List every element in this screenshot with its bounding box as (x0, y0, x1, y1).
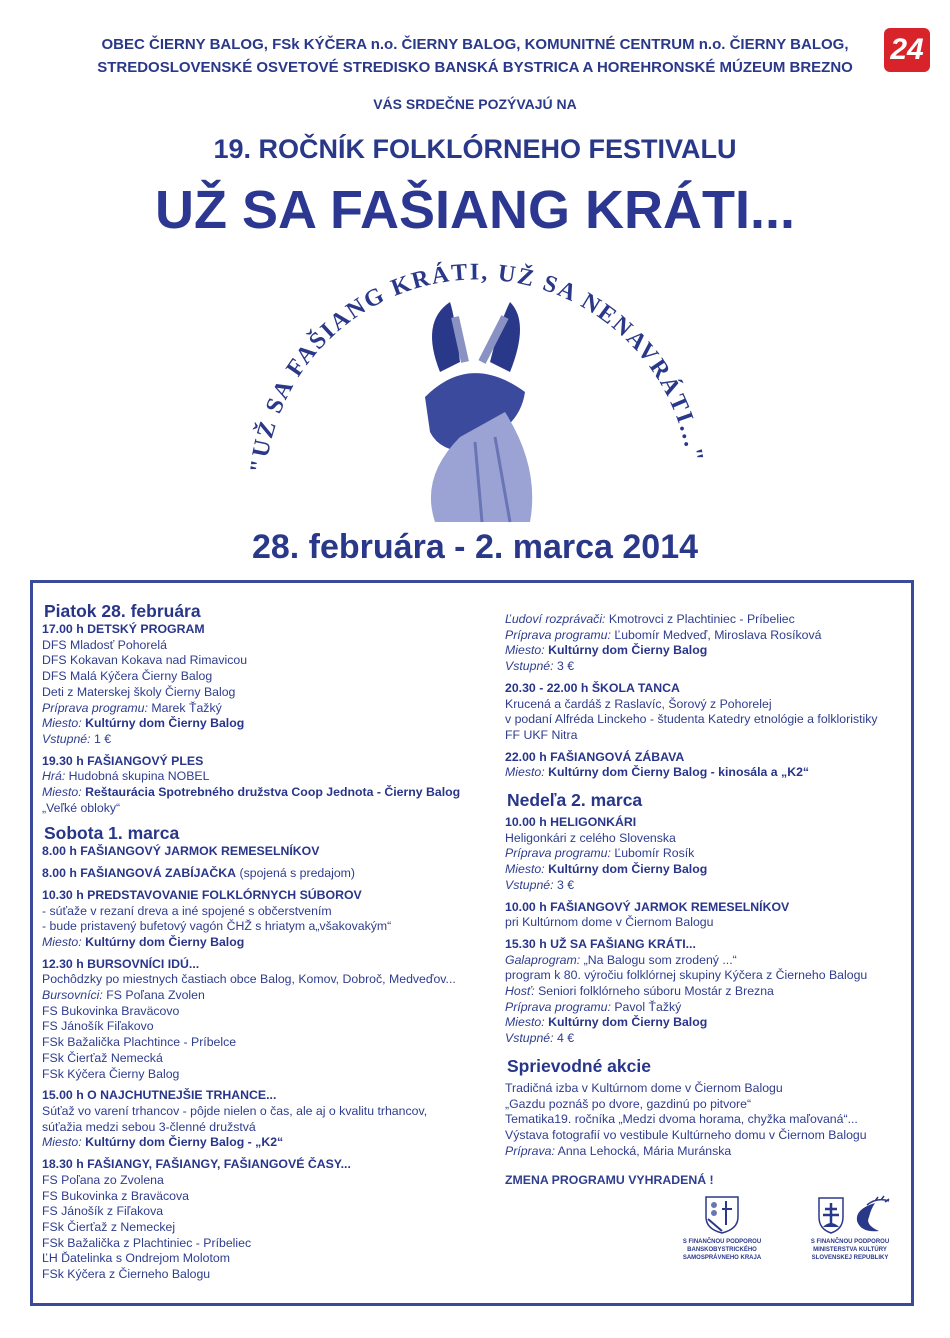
program-block (505, 750, 910, 781)
field-label: Bursovníci: (42, 988, 103, 1003)
program-line (42, 701, 492, 717)
festival-edition: 19. ROČNÍK FOLKLÓRNEHO FESTIVALU (213, 134, 737, 164)
sponsor-logos (505, 1195, 910, 1262)
sponsor-ministry (790, 1195, 910, 1262)
field-value: Pochôdzky po miestnych častiach obce Balog, Komov, Dobroč, Medveďov... (42, 972, 456, 987)
field-value: 3 € (556, 659, 575, 674)
field-value: FF UKF Nitra (505, 727, 578, 742)
field-label: Príprava programu: (505, 846, 611, 861)
venue-value: Kultúrny dom Čierny Balog (548, 643, 708, 658)
program-line (42, 716, 492, 732)
program-block (505, 612, 910, 675)
program-block (42, 1157, 492, 1283)
program-block (505, 1081, 910, 1160)
program-line (42, 1019, 492, 1035)
field-value: Seniori folklórneho súboru Mostár z Brezna (538, 984, 774, 999)
program-line (505, 765, 910, 781)
field-value: Deti z Materskej školy Čierny Balog (42, 684, 236, 699)
field-value: Anna Lehocká, Mária Muránska (557, 1143, 732, 1158)
field-label: Ľudoví rozprávači: (505, 612, 606, 626)
field-value: „Na Balogu som zrodený ...“ (583, 952, 737, 967)
program-line (505, 697, 910, 713)
program-line (42, 1120, 492, 1136)
field-label: Príprava programu: (42, 700, 148, 715)
program-line (505, 1097, 910, 1113)
program-column-right (505, 612, 910, 1262)
program-line (42, 785, 492, 801)
ministry-culture-logo-icon (805, 1195, 895, 1235)
program-block (42, 844, 492, 860)
program-line (505, 612, 910, 628)
program-line (505, 681, 910, 697)
program-line (505, 628, 910, 644)
program-line (42, 638, 492, 654)
program-line (505, 750, 910, 766)
field-value: 3 € (556, 877, 575, 892)
field-label: Príprava programu: (505, 627, 611, 642)
program-line (505, 659, 910, 675)
field-value: „Veľké obloky“ (42, 800, 121, 815)
program-line (505, 815, 910, 831)
venue-value: Kultúrny dom Čierny Balog (85, 716, 245, 731)
field-value: - súťaže v rezaní dreva a iné spojené s občerstvením (42, 903, 332, 918)
program-line (42, 754, 492, 770)
field-value: FS Poľana zo Zvolena (42, 1172, 164, 1187)
field-label: Príprava programu: (505, 999, 611, 1014)
field-label: Vstupné: (505, 659, 554, 674)
program-line (42, 1220, 492, 1236)
invitation-text: VÁS SRDEČNE POZÝVAJÚ NA (373, 96, 577, 112)
event-heading: 15.00 h O NAJCHUTNEJŠIE TRHANCE... (42, 1088, 277, 1103)
program-change-note: ZMENA PROGRAMU VYHRADENÁ ! (505, 1173, 714, 1188)
event-heading: 20.30 - 22.00 h ŠKOLA TANCA (505, 680, 680, 695)
field-label: Miesto: (42, 934, 82, 949)
field-value: Heligonkári z celého Slovenska (505, 830, 676, 845)
field-value: súťažia medzi sebou 3-členné družstvá (42, 1119, 256, 1134)
mascot-illustration (220, 252, 730, 524)
sponsor-text: S FINANČNOU PODPOROU (810, 1239, 890, 1246)
program-line (505, 1112, 910, 1128)
program-line (42, 669, 492, 685)
field-label: Miesto: (42, 785, 82, 800)
program-column-left (42, 598, 492, 1289)
organizers-line-1: OBEC ČIERNY BALOG, FSk KÝČERA n.o. ČIERNY BALOG, KOMUNITNÉ CENTRUM n.o. ČIERNY BALOG, (101, 36, 849, 53)
program-line (505, 900, 910, 916)
program-line (42, 732, 492, 748)
program-line (42, 1189, 492, 1205)
field-value: Tematika19. ročníka „Medzi dvoma horama, chyžka maľovaná“... (505, 1112, 858, 1127)
program-line (505, 846, 910, 862)
program-block (505, 681, 910, 744)
program-line (42, 1157, 492, 1173)
field-value: DFS Mladosť Pohorelá (42, 637, 167, 652)
day-heading: Nedeľa 2. marca (507, 790, 643, 811)
program-line (42, 1004, 492, 1020)
venue-value: Kultúrny dom Čierny Balog - kinosála a „K2“ (548, 765, 810, 780)
program-line (42, 1035, 492, 1051)
festival-title: UŽ SA FAŠIANG KRÁTI... (154, 180, 795, 240)
bbsk-coat-of-arms-icon (702, 1195, 742, 1235)
field-value: DFS Kokavan Kokava nad Rimavicou (42, 653, 248, 668)
field-value: 4 € (556, 1031, 575, 1046)
field-value: 1 € (93, 731, 112, 746)
program-line (42, 801, 492, 817)
field-value: Krucená a čardáš z Raslavíc, Šorový z Pohorelej (505, 696, 772, 711)
venue-value: Kultúrny dom Čierny Balog (548, 1015, 708, 1030)
event-heading: 17.00 h DETSKÝ PROGRAM (42, 622, 205, 636)
field-value: FSk Bažalička z Plachtiniec - Príbeliec (42, 1235, 252, 1250)
field-value: FS Jánošík z Fiľakova (42, 1204, 164, 1219)
program-line (42, 1251, 492, 1267)
day-heading: Piatok 28. februára (44, 601, 201, 621)
program-line (42, 1135, 492, 1151)
field-label: Hrá: (42, 769, 66, 784)
program-line (42, 1104, 492, 1120)
program-line (42, 904, 492, 920)
field-label: Miesto: (505, 862, 545, 877)
venue-value: Reštaurácia Spotrebného družstva Coop Jednota - Čierny Balog (85, 785, 461, 800)
program-line (505, 831, 910, 847)
program-line (505, 1031, 910, 1047)
field-value: Výstava fotografií vo vestibule Kultúrneho domu v Čiernom Balogu (505, 1127, 867, 1142)
program-line (505, 643, 910, 659)
field-value: DFS Malá Kýčera Čierny Balog (42, 669, 213, 684)
field-value: program k 80. výročiu folklórnej skupiny Kýčera z Čierneho Balogu (505, 968, 868, 983)
field-value: FS Jánošík Fiľakovo (42, 1019, 154, 1034)
program-line (505, 1081, 910, 1097)
program-line (505, 1015, 910, 1031)
program-line (42, 935, 492, 951)
event-heading: 10.30 h PREDSTAVOVANIE FOLKLÓRNYCH SÚBOROV (42, 887, 362, 902)
day-heading: Sobota 1. marca (44, 823, 180, 844)
field-value: Súťaž vo varení trhancov - pôjde nielen o čas, ale aj o kvalitu trhancov, (42, 1103, 428, 1118)
program-line (505, 712, 910, 728)
field-value: - bude pristavený bufetový vagón ČHŽ s hriatym a„všakovakým“ (42, 919, 392, 934)
program-line (505, 878, 910, 894)
sponsor-text: SLOVENSKEJ REPUBLIKY (811, 1255, 889, 1262)
program-line (42, 653, 492, 669)
event-heading: 15.30 h UŽ SA FAŠIANG KRÁTI... (505, 936, 696, 951)
field-value: FSk Bažalička Plachtince - Príbelce (42, 1035, 237, 1050)
program-block (42, 622, 492, 748)
field-value: FS Bukovinka z Braväcova (42, 1188, 189, 1203)
program-line (42, 888, 492, 904)
program-block (505, 937, 910, 1047)
program-line (42, 988, 492, 1004)
field-label: Miesto: (42, 1135, 82, 1150)
field-value: pri Kultúrnom dome v Čiernom Balogu (505, 915, 714, 930)
field-value: FS Poľana Zvolen (106, 988, 205, 1003)
program-block (42, 866, 492, 882)
field-label: Vstupné: (505, 877, 554, 892)
circular-slogan-text: "UŽ SA FAŠIANG KRÁTI, UŽ SA NENAVRÁTI..." (245, 259, 709, 475)
field-label: Miesto: (505, 1015, 545, 1030)
day-heading: Sprievodné akcie (507, 1055, 651, 1076)
field-value: Ľubomír Rosík (614, 846, 695, 861)
venue-value: Kultúrny dom Čierny Balog (85, 934, 245, 949)
field-label: Príprava: (505, 1143, 555, 1158)
program-line (505, 862, 910, 878)
venue-value: Kultúrny dom Čierny Balog - „K2“ (85, 1135, 284, 1150)
program-line (505, 1144, 910, 1160)
program-line (505, 1128, 910, 1144)
field-label: Miesto: (505, 643, 545, 658)
field-value: v podaní Alfréda Linckeho - študenta Katedry etnológie a folkloristiky (505, 712, 878, 727)
program-line (505, 728, 910, 744)
news-site-logo-badge: 24 (884, 28, 930, 72)
program-line (505, 1000, 910, 1016)
field-value: ĽH Ďatelinka s Ondrejom Molotom (42, 1251, 230, 1266)
event-heading: 10.00 h FAŠIANGOVÝ JARMOK REMESELNÍKOV (505, 899, 790, 914)
program-line (42, 844, 492, 860)
field-value: Marek Ťažký (151, 700, 222, 715)
sponsor-text: BANSKOBYSTRICKÉHO (687, 1247, 757, 1254)
field-value: FS Bukovinka Braväcovo (42, 1003, 180, 1018)
field-label: Hosť: (505, 984, 535, 999)
field-value: Kmotrovci z Plachtiniec - Príbeliec (608, 612, 795, 626)
field-value: FSk Čierťaž Nemecká (42, 1050, 163, 1065)
program-line (42, 1204, 492, 1220)
field-value: Hudobná skupina NOBEL (68, 769, 210, 784)
field-value: Pavol Ťažký (614, 999, 682, 1014)
program-line (42, 919, 492, 935)
field-value: FSk Čierťaž z Nemeckej (42, 1219, 176, 1234)
program-line (42, 1088, 492, 1104)
program-block (42, 754, 492, 817)
program-line (42, 1267, 492, 1283)
program-block (505, 815, 910, 894)
field-value: „Gazdu poznáš po dvore, gazdinú po pitvore“ (505, 1096, 752, 1111)
field-value: (spojená s predajom) (239, 866, 355, 881)
program-line (42, 769, 492, 785)
field-label: Miesto: (505, 765, 545, 780)
event-heading: 22.00 h FAŠIANGOVÁ ZÁBAVA (505, 749, 685, 764)
program-line (42, 685, 492, 701)
sponsor-text: SAMOSPRÁVNEHO KRAJA (682, 1255, 762, 1262)
sponsor-text: S FINANČNOU PODPOROU (682, 1239, 762, 1246)
event-heading: 8.00 h FAŠIANGOVÁ ZABÍJAČKA (42, 866, 237, 881)
program-line (505, 937, 910, 953)
field-label: Galaprogram: (505, 952, 581, 967)
field-value: Ľubomír Medveď, Miroslava Rosíková (614, 627, 822, 642)
event-heading: 10.00 h HELIGONKÁRI (505, 815, 637, 830)
program-block (42, 888, 492, 951)
event-heading: 18.30 h FAŠIANGY, FAŠIANGY, FAŠIANGOVÉ ČASY... (42, 1157, 351, 1172)
program-line (505, 915, 910, 931)
program-line (42, 1067, 492, 1083)
program-block (42, 957, 492, 1083)
program-line (505, 968, 910, 984)
event-heading: 8.00 h FAŠIANGOVÝ JARMOK REMESELNÍKOV (42, 844, 320, 859)
field-label: Vstupné: (505, 1031, 554, 1046)
program-line (42, 1173, 492, 1189)
field-label: Vstupné: (42, 731, 91, 746)
program-line (42, 1236, 492, 1252)
program-block (505, 900, 910, 931)
program-line (42, 866, 492, 882)
program-line (42, 622, 492, 638)
field-value: FSk Kýčera Čierny Balog (42, 1066, 180, 1081)
festival-dates: 28. februára - 2. marca 2014 (251, 528, 699, 566)
sponsor-text: MINISTERSTVA KULTÚRY (813, 1247, 887, 1254)
organizers-line-2: STREDOSLOVENSKÉ OSVETOVÉ STREDISKO BANSKÁ BYSTRICA A HOREHRONSKÉ MÚZEUM BREZNO (97, 59, 853, 76)
program-line (42, 1051, 492, 1067)
field-value: FSk Kýčera z Čierneho Balogu (42, 1267, 211, 1282)
venue-value: Kultúrny dom Čierny Balog (548, 862, 708, 877)
program-line (42, 957, 492, 973)
event-heading: 12.30 h BURSOVNÍCI IDÚ... (42, 956, 200, 971)
goat-mask-icon (425, 302, 532, 522)
program-block (42, 1088, 492, 1151)
program-line (42, 972, 492, 988)
sponsor-bbsk (662, 1195, 782, 1262)
event-heading: 19.30 h FAŠIANGOVÝ PLES (42, 753, 204, 768)
field-value: Tradičná izba v Kultúrnom dome v Čiernom Balogu (505, 1080, 783, 1095)
program-line (505, 953, 910, 969)
field-label: Miesto: (42, 716, 82, 731)
program-line (505, 984, 910, 1000)
